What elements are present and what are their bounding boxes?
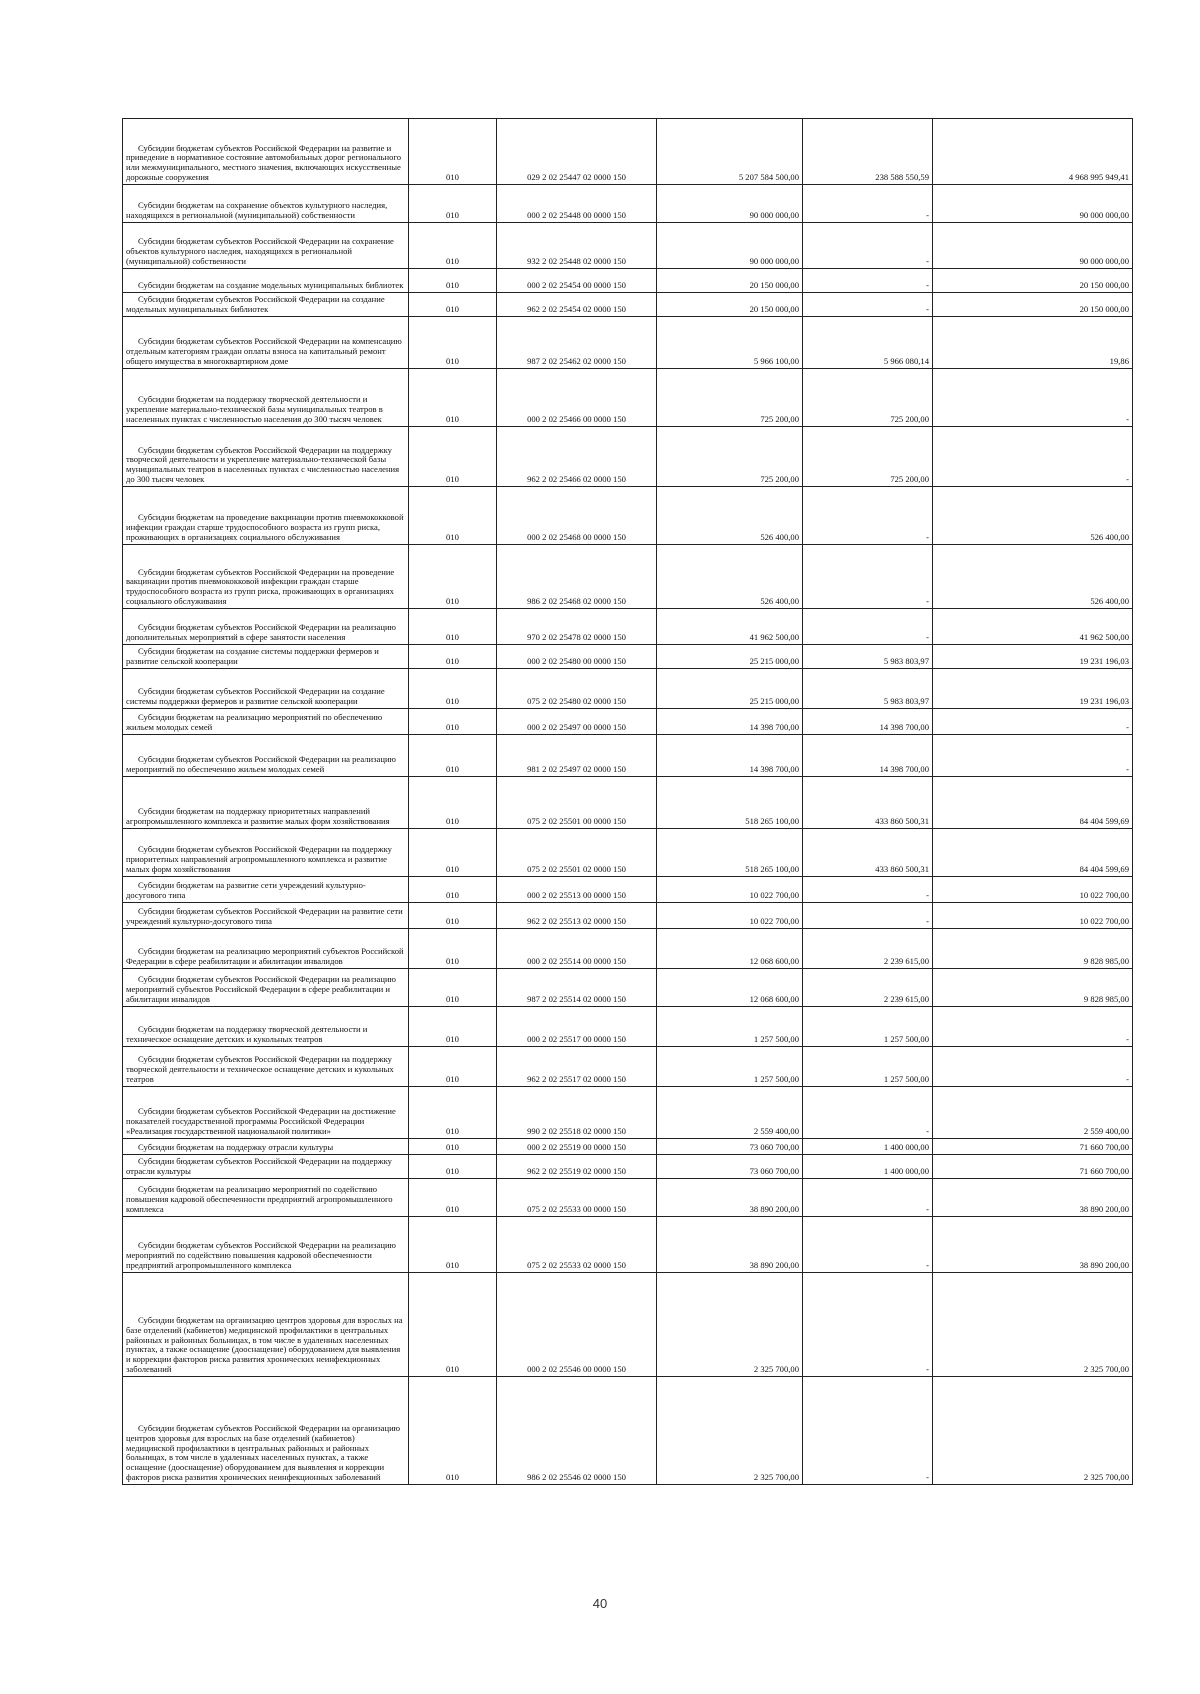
table-row (123, 293, 1133, 317)
remaining-amount-cell: 19 231 196,03 (933, 645, 1133, 669)
approved-amount-cell: 5 966 100,00 (657, 317, 803, 369)
income-code-cell: 000 2 02 25513 00 0000 150 (497, 877, 657, 903)
executed-amount-cell: 14 398 700,00 (803, 709, 933, 735)
executed-amount-cell: 725 200,00 (803, 369, 933, 427)
income-code-cell: 075 2 02 25480 02 0000 150 (497, 669, 657, 709)
executed-amount-cell: 2 239 615,00 (803, 929, 933, 969)
line-code-cell: 010 (409, 929, 497, 969)
executed-amount-cell: 433 860 500,31 (803, 777, 933, 829)
income-name-cell: Субсидии бюджетам субъектов Российской Федерации на сохранение объектов культурного наследия, находящихся в региональной (муниципальной) собственности (123, 223, 409, 269)
remaining-amount-cell: - (933, 709, 1133, 735)
remaining-amount-cell: 4 968 995 949,41 (933, 119, 1133, 185)
line-code-cell: 010 (409, 223, 497, 269)
executed-amount-cell: - (803, 269, 933, 293)
income-name-cell: Субсидии бюджетам на создание модельных муниципальных библиотек (123, 269, 409, 293)
income-name-cell: Субсидии бюджетам субъектов Российской Федерации на реализацию мероприятий по обеспечению жильем молодых семей (123, 735, 409, 777)
table-row (123, 185, 1133, 223)
approved-amount-cell: 10 022 700,00 (657, 903, 803, 929)
income-name-cell: Субсидии бюджетам субъектов Российской Федерации на достижение показателей государственной программы Российской Федерации «Реализация государственной национальной политики» (123, 1087, 409, 1139)
income-code-cell: 962 2 02 25513 02 0000 150 (497, 903, 657, 929)
income-name-cell: Субсидии бюджетам субъектов Российской Федерации на реализацию мероприятий субъектов Российской Федерации в сфере реабилитации и абилитации инвалидов (123, 969, 409, 1007)
income-code-cell: 000 2 02 25454 00 0000 150 (497, 269, 657, 293)
line-code-cell: 010 (409, 269, 497, 293)
approved-amount-cell: 41 962 500,00 (657, 609, 803, 645)
income-code-cell: 000 2 02 25468 00 0000 150 (497, 487, 657, 545)
line-code-cell: 010 (409, 317, 497, 369)
approved-amount-cell: 1 257 500,00 (657, 1047, 803, 1087)
income-name-cell: Субсидии бюджетам на организацию центров здоровья для взрослых на базе отделений (кабинетов) медицинской профилактики в центральных районных и районных больницах, в том числе в удаленных населенных пунктах, а также оснащение (дооснащение) оборудованием для выявления и коррекции факторов риска развития хронических неинфекционных заболеваний (123, 1273, 409, 1377)
table-row (123, 369, 1133, 427)
income-code-cell: 962 2 02 25466 02 0000 150 (497, 427, 657, 487)
remaining-amount-cell: 84 404 599,69 (933, 829, 1133, 877)
remaining-amount-cell: 10 022 700,00 (933, 877, 1133, 903)
income-name-cell: Субсидии бюджетам субъектов Российской Федерации на реализацию дополнительных мероприятий в сфере занятости населения (123, 609, 409, 645)
table-row (123, 1377, 1133, 1485)
executed-amount-cell: 5 983 803,97 (803, 669, 933, 709)
remaining-amount-cell: 38 890 200,00 (933, 1179, 1133, 1217)
executed-amount-cell: 14 398 700,00 (803, 735, 933, 777)
remaining-amount-cell: - (933, 1007, 1133, 1047)
executed-amount-cell: - (803, 1273, 933, 1377)
income-name-cell: Субсидии бюджетам на создание системы поддержки фермеров и развитие сельской кооперации (123, 645, 409, 669)
income-name-cell: Субсидии бюджетам субъектов Российской Федерации на поддержку творческой деятельности и техническое оснащение детских и кукольных театров (123, 1047, 409, 1087)
income-code-cell: 932 2 02 25448 02 0000 150 (497, 223, 657, 269)
remaining-amount-cell: 90 000 000,00 (933, 223, 1133, 269)
line-code-cell: 010 (409, 1377, 497, 1485)
income-code-cell: 987 2 02 25462 02 0000 150 (497, 317, 657, 369)
income-code-cell: 029 2 02 25447 02 0000 150 (497, 119, 657, 185)
income-code-cell: 986 2 02 25468 02 0000 150 (497, 545, 657, 609)
remaining-amount-cell: - (933, 735, 1133, 777)
income-name-cell: Субсидии бюджетам на реализацию мероприятий по обеспечению жильем молодых семей (123, 709, 409, 735)
table-row (123, 1217, 1133, 1273)
income-name-cell: Субсидии бюджетам на развитие сети учреждений культурно-досугового типа (123, 877, 409, 903)
executed-amount-cell: 5 966 080,14 (803, 317, 933, 369)
income-name-cell: Субсидии бюджетам субъектов Российской Федерации на проведение вакцинации против пневмококковой инфекции граждан старше трудоспособного возраста из групп риска, проживающих в организациях социального обслуживания (123, 545, 409, 609)
income-name-cell: Субсидии бюджетам субъектов Российской Федерации на поддержку отрасли культуры (123, 1155, 409, 1179)
table-row (123, 427, 1133, 487)
executed-amount-cell: 1 400 000,00 (803, 1139, 933, 1155)
executed-amount-cell: 5 983 803,97 (803, 645, 933, 669)
line-code-cell: 010 (409, 829, 497, 877)
executed-amount-cell: - (803, 1377, 933, 1485)
table-row (123, 829, 1133, 877)
line-code-cell: 010 (409, 119, 497, 185)
income-code-cell: 986 2 02 25546 02 0000 150 (497, 1377, 657, 1485)
executed-amount-cell: - (803, 1087, 933, 1139)
executed-amount-cell: - (803, 1179, 933, 1217)
table-row (123, 969, 1133, 1007)
approved-amount-cell: 20 150 000,00 (657, 293, 803, 317)
line-code-cell: 010 (409, 609, 497, 645)
income-code-cell: 075 2 02 25501 00 0000 150 (497, 777, 657, 829)
executed-amount-cell: 1 400 000,00 (803, 1155, 933, 1179)
income-name-cell: Субсидии бюджетам на поддержку творческой деятельности и техническое оснащение детских и кукольных театров (123, 1007, 409, 1047)
approved-amount-cell: 1 257 500,00 (657, 1007, 803, 1047)
income-name-cell: Субсидии бюджетам на сохранение объектов культурного наследия, находящихся в региональной (муниципальной) собственности (123, 185, 409, 223)
executed-amount-cell: - (803, 1217, 933, 1273)
approved-amount-cell: 25 215 000,00 (657, 669, 803, 709)
approved-amount-cell: 10 022 700,00 (657, 877, 803, 903)
remaining-amount-cell: 9 828 985,00 (933, 929, 1133, 969)
line-code-cell: 010 (409, 1179, 497, 1217)
approved-amount-cell: 725 200,00 (657, 427, 803, 487)
income-code-cell: 000 2 02 25480 00 0000 150 (497, 645, 657, 669)
income-code-cell: 000 2 02 25519 00 0000 150 (497, 1139, 657, 1155)
approved-amount-cell: 38 890 200,00 (657, 1179, 803, 1217)
table-row (123, 487, 1133, 545)
approved-amount-cell: 73 060 700,00 (657, 1155, 803, 1179)
line-code-cell: 010 (409, 1139, 497, 1155)
approved-amount-cell: 20 150 000,00 (657, 269, 803, 293)
budget-table-body (123, 119, 1133, 1485)
approved-amount-cell: 90 000 000,00 (657, 185, 803, 223)
executed-amount-cell: - (803, 223, 933, 269)
income-name-cell: Субсидии бюджетам на поддержку приоритетных направлений агропромышленного комплекса и развитие малых форм хозяйствования (123, 777, 409, 829)
income-code-cell: 000 2 02 25514 00 0000 150 (497, 929, 657, 969)
income-code-cell: 000 2 02 25497 00 0000 150 (497, 709, 657, 735)
table-row (123, 645, 1133, 669)
table-row (123, 1139, 1133, 1155)
income-name-cell: Субсидии бюджетам на поддержку творческой деятельности и укрепление материально-технической базы муниципальных театров в населенных пунктах с численностью населения до 300 тысяч человек (123, 369, 409, 427)
remaining-amount-cell: 9 828 985,00 (933, 969, 1133, 1007)
executed-amount-cell: - (803, 903, 933, 929)
line-code-cell: 010 (409, 185, 497, 223)
table-row (123, 1047, 1133, 1087)
remaining-amount-cell: 19 231 196,03 (933, 669, 1133, 709)
income-name-cell: Субсидии бюджетам на реализацию мероприятий по содействию повышения кадровой обеспеченности предприятий агропромышленного комплекса (123, 1179, 409, 1217)
remaining-amount-cell: - (933, 369, 1133, 427)
remaining-amount-cell: 71 660 700,00 (933, 1155, 1133, 1179)
line-code-cell: 010 (409, 877, 497, 903)
remaining-amount-cell: 20 150 000,00 (933, 293, 1133, 317)
table-row (123, 1007, 1133, 1047)
approved-amount-cell: 12 068 600,00 (657, 929, 803, 969)
remaining-amount-cell: 84 404 599,69 (933, 777, 1133, 829)
income-code-cell: 981 2 02 25497 02 0000 150 (497, 735, 657, 777)
line-code-cell: 010 (409, 545, 497, 609)
table-row (123, 119, 1133, 185)
line-code-cell: 010 (409, 1155, 497, 1179)
income-code-cell: 000 2 02 25448 00 0000 150 (497, 185, 657, 223)
remaining-amount-cell: 2 325 700,00 (933, 1273, 1133, 1377)
income-name-cell: Субсидии бюджетам субъектов Российской Федерации на развитие и приведение в нормативное состояние автомобильных дорог регионального или межмуниципального, местного значения, включающих искусственные дорожные сооружения (123, 119, 409, 185)
remaining-amount-cell: 19,86 (933, 317, 1133, 369)
table-row (123, 877, 1133, 903)
income-name-cell: Субсидии бюджетам на реализацию мероприятий субъектов Российской Федерации в сфере реабилитации и абилитации инвалидов (123, 929, 409, 969)
approved-amount-cell: 2 325 700,00 (657, 1377, 803, 1485)
table-row (123, 1273, 1133, 1377)
executed-amount-cell: 238 588 550,59 (803, 119, 933, 185)
line-code-cell: 010 (409, 369, 497, 427)
table-row (123, 317, 1133, 369)
income-name-cell: Субсидии бюджетам субъектов Российской Федерации на развитие сети учреждений культурно-досугового типа (123, 903, 409, 929)
table-row (123, 269, 1133, 293)
income-code-cell: 075 2 02 25533 00 0000 150 (497, 1179, 657, 1217)
income-code-cell: 962 2 02 25517 02 0000 150 (497, 1047, 657, 1087)
line-code-cell: 010 (409, 1273, 497, 1377)
approved-amount-cell: 518 265 100,00 (657, 777, 803, 829)
line-code-cell: 010 (409, 669, 497, 709)
executed-amount-cell: - (803, 609, 933, 645)
table-row (123, 903, 1133, 929)
approved-amount-cell: 90 000 000,00 (657, 223, 803, 269)
line-code-cell: 010 (409, 645, 497, 669)
income-code-cell: 970 2 02 25478 02 0000 150 (497, 609, 657, 645)
table-row (123, 1155, 1133, 1179)
remaining-amount-cell: 90 000 000,00 (933, 185, 1133, 223)
line-code-cell: 010 (409, 903, 497, 929)
approved-amount-cell: 14 398 700,00 (657, 709, 803, 735)
approved-amount-cell: 518 265 100,00 (657, 829, 803, 877)
income-code-cell: 075 2 02 25533 02 0000 150 (497, 1217, 657, 1273)
line-code-cell: 010 (409, 1047, 497, 1087)
income-name-cell: Субсидии бюджетам субъектов Российской Федерации на компенсацию отдельным категориям граждан оплаты взноса на капитальный ремонт общего имущества в многоквартирном доме (123, 317, 409, 369)
approved-amount-cell: 526 400,00 (657, 545, 803, 609)
remaining-amount-cell: 526 400,00 (933, 487, 1133, 545)
remaining-amount-cell: - (933, 427, 1133, 487)
income-code-cell: 000 2 02 25546 00 0000 150 (497, 1273, 657, 1377)
income-name-cell: Субсидии бюджетам субъектов Российской Федерации на создание системы поддержки фермеров и развитие сельской кооперации (123, 669, 409, 709)
table-row (123, 1179, 1133, 1217)
remaining-amount-cell: 71 660 700,00 (933, 1139, 1133, 1155)
income-name-cell: Субсидии бюджетам субъектов Российской Федерации на создание модельных муниципальных библиотек (123, 293, 409, 317)
income-code-cell: 962 2 02 25454 02 0000 150 (497, 293, 657, 317)
executed-amount-cell: - (803, 877, 933, 903)
approved-amount-cell: 2 325 700,00 (657, 1273, 803, 1377)
remaining-amount-cell: 526 400,00 (933, 545, 1133, 609)
approved-amount-cell: 2 559 400,00 (657, 1087, 803, 1139)
line-code-cell: 010 (409, 1087, 497, 1139)
executed-amount-cell: 1 257 500,00 (803, 1007, 933, 1047)
line-code-cell: 010 (409, 293, 497, 317)
line-code-cell: 010 (409, 487, 497, 545)
remaining-amount-cell: 2 559 400,00 (933, 1087, 1133, 1139)
remaining-amount-cell: 2 325 700,00 (933, 1377, 1133, 1485)
income-code-cell: 990 2 02 25518 02 0000 150 (497, 1087, 657, 1139)
approved-amount-cell: 5 207 584 500,00 (657, 119, 803, 185)
executed-amount-cell: - (803, 487, 933, 545)
table-row (123, 669, 1133, 709)
line-code-cell: 010 (409, 735, 497, 777)
remaining-amount-cell: 10 022 700,00 (933, 903, 1133, 929)
table-row (123, 709, 1133, 735)
executed-amount-cell: - (803, 545, 933, 609)
table-row (123, 609, 1133, 645)
remaining-amount-cell: 20 150 000,00 (933, 269, 1133, 293)
income-code-cell: 000 2 02 25517 00 0000 150 (497, 1007, 657, 1047)
approved-amount-cell: 12 068 600,00 (657, 969, 803, 1007)
income-name-cell: Субсидии бюджетам на проведение вакцинации против пневмококковой инфекции граждан старше трудоспособного возраста из групп риска, проживающих в организациях социального обслуживания (123, 487, 409, 545)
page-number: 40 (592, 1596, 608, 1611)
executed-amount-cell: 1 257 500,00 (803, 1047, 933, 1087)
approved-amount-cell: 14 398 700,00 (657, 735, 803, 777)
income-code-cell: 987 2 02 25514 02 0000 150 (497, 969, 657, 1007)
executed-amount-cell: - (803, 293, 933, 317)
remaining-amount-cell: - (933, 1047, 1133, 1087)
approved-amount-cell: 526 400,00 (657, 487, 803, 545)
remaining-amount-cell: 41 962 500,00 (933, 609, 1133, 645)
line-code-cell: 010 (409, 427, 497, 487)
income-code-cell: 000 2 02 25466 00 0000 150 (497, 369, 657, 427)
line-code-cell: 010 (409, 969, 497, 1007)
approved-amount-cell: 25 215 000,00 (657, 645, 803, 669)
income-name-cell: Субсидии бюджетам субъектов Российской Федерации на поддержку приоритетных направлений агропромышленного комплекса и развитие малых форм хозяйствования (123, 829, 409, 877)
income-code-cell: 962 2 02 25519 02 0000 150 (497, 1155, 657, 1179)
executed-amount-cell: 725 200,00 (803, 427, 933, 487)
line-code-cell: 010 (409, 1217, 497, 1273)
income-code-cell: 075 2 02 25501 02 0000 150 (497, 829, 657, 877)
approved-amount-cell: 73 060 700,00 (657, 1139, 803, 1155)
table-row (123, 735, 1133, 777)
approved-amount-cell: 38 890 200,00 (657, 1217, 803, 1273)
line-code-cell: 010 (409, 777, 497, 829)
table-row (123, 545, 1133, 609)
line-code-cell: 010 (409, 709, 497, 735)
income-name-cell: Субсидии бюджетам субъектов Российской Федерации на организацию центров здоровья для взрослых на базе отделений (кабинетов) медицинской профилактики в центральных районных и районных больницах, в том числе в удаленных населенных пунктах, а также оснащение (дооснащение) оборудованием для выявления и коррекции факторов риска развития хронических неинфекционных заболеваний (123, 1377, 409, 1485)
table-row (123, 223, 1133, 269)
income-name-cell: Субсидии бюджетам на поддержку отрасли культуры (123, 1139, 409, 1155)
line-code-cell: 010 (409, 1007, 497, 1047)
table-row (123, 929, 1133, 969)
table-row (123, 1087, 1133, 1139)
executed-amount-cell: 433 860 500,31 (803, 829, 933, 877)
executed-amount-cell: - (803, 185, 933, 223)
table-row (123, 777, 1133, 829)
remaining-amount-cell: 38 890 200,00 (933, 1217, 1133, 1273)
income-name-cell: Субсидии бюджетам субъектов Российской Федерации на поддержку творческой деятельности и укрепление материально-технической базы муниципальных театров в населенных пунктах с численностью населения до 300 тысяч человек (123, 427, 409, 487)
income-name-cell: Субсидии бюджетам субъектов Российской Федерации на реализацию мероприятий по содействию повышения кадровой обеспеченности предприятий агропромышленного комплекса (123, 1217, 409, 1273)
budget-table (122, 118, 1133, 1485)
executed-amount-cell: 2 239 615,00 (803, 969, 933, 1007)
approved-amount-cell: 725 200,00 (657, 369, 803, 427)
